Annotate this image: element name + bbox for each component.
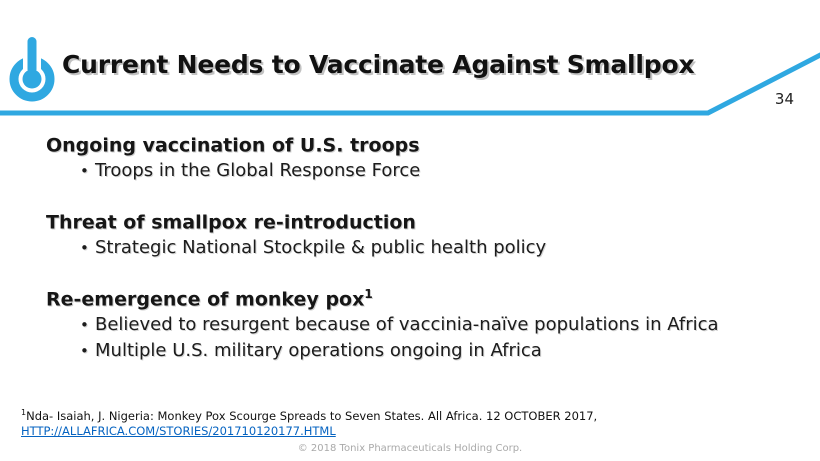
section-heading: [46, 127, 800, 158]
section-heading-text: Threat of smallpox re-introduction: [46, 211, 416, 234]
copyright-notice: © 2018 Tonix Pharmaceuticals Holding Corp.: [297, 443, 523, 454]
bullet-text: Strategic National Stockpile & public health policy: [95, 237, 547, 259]
bullet-text: Multiple U.S. military operations ongoing in Africa: [95, 340, 542, 362]
section-heading-text: Ongoing vaccination of U.S. troops: [46, 134, 420, 157]
section-heading: [46, 204, 800, 235]
list-item: [80, 158, 800, 184]
bullet-text: Troops in the Global Response Force: [95, 160, 421, 182]
bullet-list: [46, 312, 800, 364]
section-heading-superscript: 1: [364, 287, 373, 301]
bullet-icon: •: [80, 316, 89, 335]
slide-title: Current Needs to Vaccinate Against Smallpox: [62, 50, 695, 79]
bullet-list: [46, 158, 800, 184]
bullet-icon: •: [80, 342, 89, 361]
bullet-text: Believed to resurgent because of vaccinia-naïve populations in Africa: [95, 314, 719, 336]
bullet-icon: •: [80, 162, 89, 181]
footnote-superscript: 1: [21, 408, 27, 417]
section-ongoing-vaccination: [46, 127, 800, 184]
footnote-citation: [21, 405, 800, 439]
footnote-text: Nda- Isaiah, J. Nigeria: Monkey Pox Scourge Spreads to Seven States. All Africa. 12 OCTOBER 2017,: [26, 408, 598, 423]
bullet-list: [46, 235, 800, 261]
page-number: 34: [774, 90, 794, 108]
section-heading: [46, 281, 800, 312]
bullet-icon: •: [80, 239, 89, 258]
footnote-link[interactable]: HTTP://ALLAFRICA.COM/STORIES/201710120177.HTML: [21, 423, 336, 438]
list-item: [80, 338, 800, 364]
section-threat-reintroduction: [46, 204, 800, 261]
section-monkeypox-reemergence: [46, 281, 800, 364]
list-item: [80, 312, 800, 338]
company-logo: [8, 35, 56, 103]
list-item: [80, 235, 800, 261]
power-icon: [8, 35, 56, 103]
section-heading-text: Re-emergence of monkey pox: [46, 288, 365, 311]
